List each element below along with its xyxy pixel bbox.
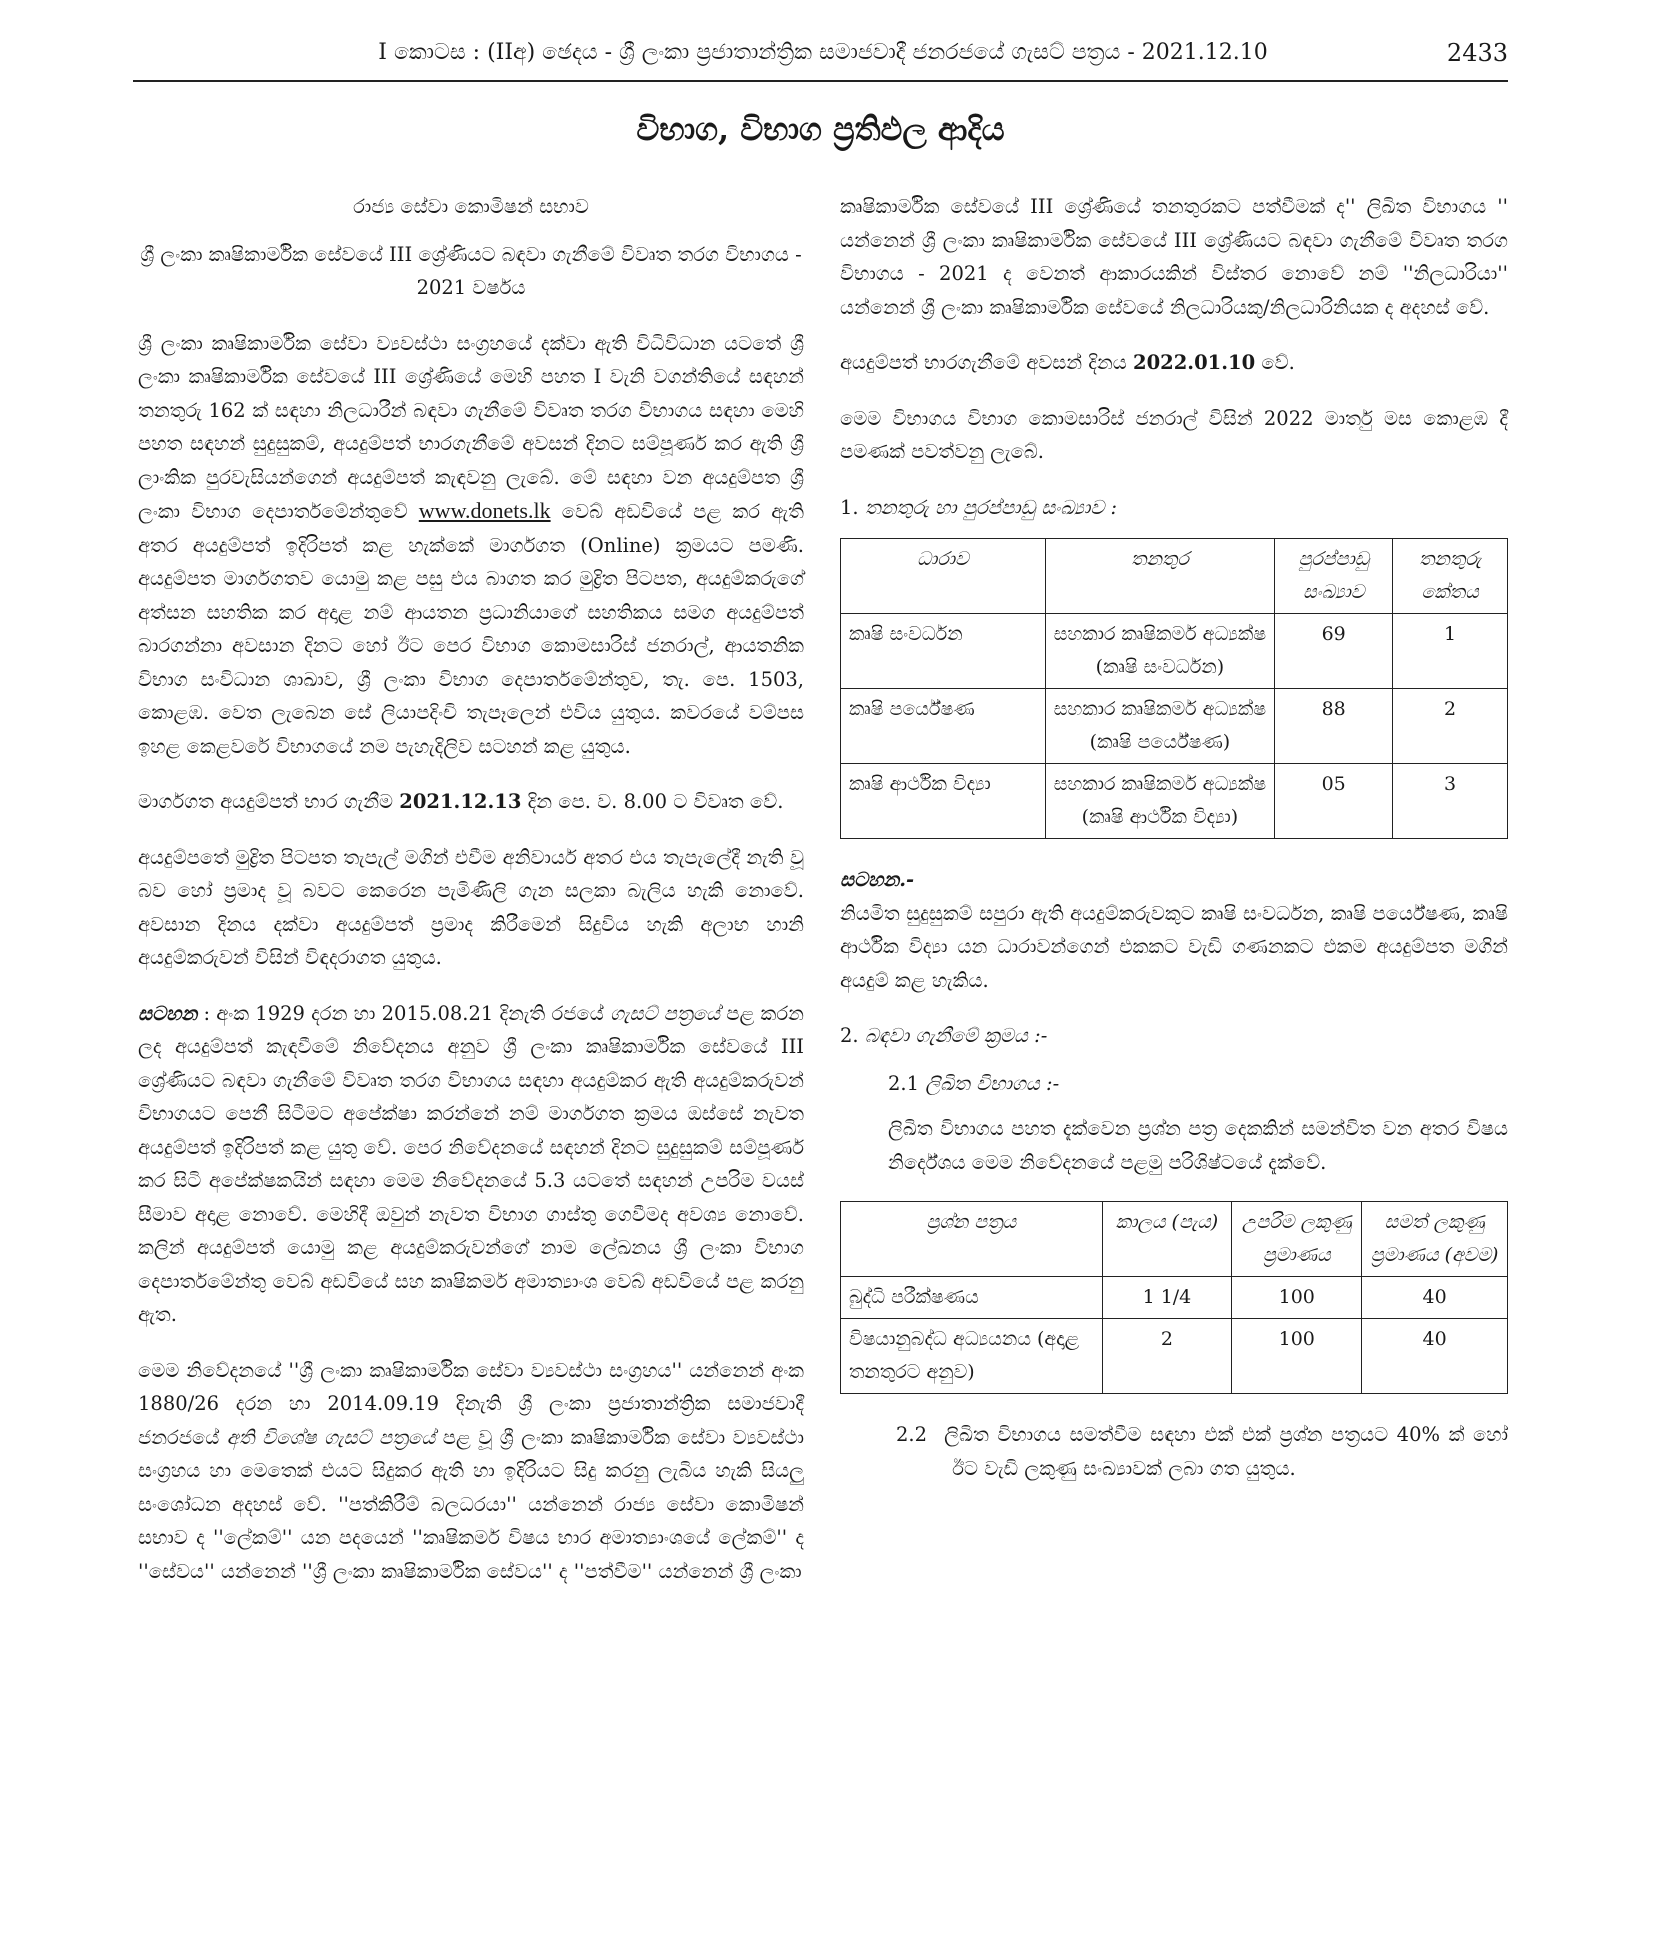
item-label: ලිඛිත විභාගය :-	[925, 1071, 1060, 1095]
table-cell: විෂයානුබද්ධ අධ්‍යයනය (අදාළ තනතුරට අනුව)	[841, 1319, 1103, 1394]
organization-name: රාජ්‍ය සේවා කොමිෂන් සභාව	[353, 195, 589, 218]
written-exam-text: ලිඛිත විභාගය පහත දැක්වෙන ප්‍රශ්න පත්‍ර දෙකකින් සමන්විත වන අතර විෂය නිර්දේශය මෙම නිවේදනයේ පළමු පරිශිෂ්ටයේ දැක්වේ.	[888, 1117, 1508, 1174]
opening-date: 2021.12.13	[399, 790, 522, 813]
table-header-cell: සමත් ලකුණු ප්‍රමාණය (අවම)	[1362, 1202, 1508, 1277]
table-header-cell: පුරප්පාඩු සංඛ්‍යාව	[1275, 539, 1393, 614]
paragraph-definitions	[138, 1354, 804, 1589]
paragraph-note	[138, 997, 804, 1332]
table-row	[841, 1277, 1508, 1319]
table-cell: කෘෂි ආර්ථික විද්‍යා	[841, 764, 1046, 839]
table-cell: 2	[1102, 1319, 1232, 1394]
item-2-heading	[840, 1019, 1508, 1053]
left-column	[138, 190, 804, 1610]
table-cell: 88	[1275, 689, 1393, 764]
table-cell: කෘෂි සංවර්ධන	[841, 614, 1046, 689]
paragraph-text: දින පෙ. ව. 8.00 ට විවෘත වේ.	[527, 790, 784, 813]
table-cell: 1	[1393, 614, 1508, 689]
table-cell: සහකාර කෘෂිකර්ම අධ්‍යක්ෂ (කෘෂි ආර්ථික විද්‍යා)	[1045, 764, 1275, 839]
table-header-cell: තනතුරු කේතය	[1393, 539, 1508, 614]
item-label: බඳවා ගැනීමේ ක්‍රමය :-	[864, 1024, 1048, 1047]
table-row	[841, 1319, 1508, 1394]
item-1-heading	[840, 491, 1508, 525]
item-number: 2.1	[888, 1071, 920, 1095]
table-row	[841, 764, 1508, 839]
paragraph-text: පළ කරන ලද අයදුම්පත් කැඳවීමේ නිවේදනය අනුව ශ්‍රී ලංකා කෘෂිකාර්මික සේවයේ III ශ්‍රේණියට බඳවා ගැනීමේ විවෘත තරග විභාගය සඳහා අයදුම්කර ඇති අයදුම්කරුවන් විභාගයට පෙනී සිටීමට අපේක්ෂා කරන්නේ නම් මාර්ගගත ක්‍රමය ඔස්සේ නැවත අයදුම්පත් ඉදිරිපත් කළ යුතු වේ. පෙර නිවේදනයේ සඳහන් දිනට සුදුසුකම් සම්පූර්ණ කර සිටි අපේක්ෂකයින් සඳහා මෙම නිවේදනයේ 5.3 යටතේ සඳහන් උපරිම වයස් සීමාව අදාළ නොවේ. මෙහිදී ඔවුන් නැවත විභාග ගාස්තු ගෙවීමද අවශ්‍ය නොවේ. කලින් අයදුම්පත් යොමු කළ අයදුම්කරුවන්ගේ නාම ලේඛනය ශ්‍රී ලංකා විභාග දෙපාර්තමේන්තු වෙබ් අඩවියේ සහ කෘෂිකර්ම අමාත්‍යාංශ වෙබ් අඩවියේ පළ කරනු ඇත.	[138, 1001, 805, 1326]
table-cell: 40	[1362, 1319, 1508, 1394]
paragraph-text: : අංක 1929 දරන හා 2015.08.21 දිනැති රජයේ	[203, 1001, 604, 1025]
paragraph-text: මෙම නිවේදනයේ ''ශ්‍රී ලංකා කෘෂිකාර්මික සේවා ව්‍යවස්ථා සංග්‍රහය'' යන්නෙන් අංක 1880/26 දරන හා 2014.09.19 දිනැති ශ්‍රී ලංකා ප්‍රජාතාන්ත්‍රික සමාජවාදී ජනරජයේ	[138, 1358, 804, 1449]
paragraph-text: පළ වූ ශ්‍රී ලංකා කෘෂිකාර්මික සේවා ව්‍යවස්ථා සංග්‍රහය හා මෙතෙක් එයට සිදුකර ඇති හා ඉදිරියට සිදු කරනු ලැබිය හැකි සියලු සංශෝධන අදහස් වේ. ''පත්කිරීම් බලධරයා'' යන්නෙන් රාජ්‍ය සේවා කොමිෂන් සභාව ද ''ලේකම්'' යන පදයෙන් ''කෘෂිකර්ම විෂය භාර අමාත්‍යාංශයේ ලේකම්'' ද ''සේවය'' යන්නෙන් ''ශ්‍රී ලංකා කෘෂිකාර්මික සේවය'' ද ''පත්වීම'' යන්නෙන් ශ්‍රී ලංකා	[138, 1425, 804, 1583]
table-cell: 69	[1275, 614, 1393, 689]
table-cell: 1 1/4	[1102, 1277, 1232, 1319]
closing-date: 2022.01.10	[1133, 351, 1256, 374]
gazette-italic: අති විශේෂ ගැසට් පත්‍රයේ	[226, 1425, 436, 1449]
website-link[interactable]: www.donets.lk	[418, 498, 551, 523]
table-cell: කෘෂි පර්යේෂණ	[841, 689, 1046, 764]
right-column	[840, 190, 1508, 1507]
gazette-italic: ගැසට් පත්‍රයේ	[610, 1001, 721, 1025]
paragraph-exam-venue: මෙම විභාගය විභාග කොමසාරිස් ජනරාල් විසින් 2022 මාර්තු මස කොළඹ දී පමණක් පවත්වනු ලැබේ.	[840, 406, 1508, 463]
table-row	[841, 689, 1508, 764]
item-text: ලිඛිත විභාගය සමත්වීම සඳහා එක් එක් ප්‍රශ්න පත්‍රයට 40% ක් හෝ ඊට වැඩි ලකුණු සංඛ්‍යාවක් ලබා ගත යුතුය.	[944, 1423, 1508, 1480]
table-header-cell: ප්‍රශ්න පත්‍රය	[841, 1202, 1103, 1277]
item-number: 1.	[840, 495, 859, 519]
table-cell: සහකාර කෘෂිකර්ම අධ්‍යක්ෂ (කෘෂි සංවර්ධන)	[1045, 614, 1275, 689]
paragraph-online-open	[138, 785, 804, 819]
table-cell: 05	[1275, 764, 1393, 839]
paragraph-text: වේ.	[1261, 351, 1295, 374]
page-header	[133, 30, 1508, 82]
vacancies-table	[840, 538, 1508, 839]
item-2-1-heading	[888, 1067, 1508, 1101]
table-cell: බුද්ධි පරීක්ෂණය	[841, 1277, 1103, 1319]
note-label: සටහන.-	[840, 868, 915, 891]
table-header-cell: උපරිම ලකුණු ප්‍රමාණය	[1232, 1202, 1362, 1277]
item-number: 2.	[840, 1024, 859, 1047]
header-title: I කොටස : (IIඅ) ඡෙදය - ශ්‍රී ලංකා ප්‍රජාතාන්ත්‍රික සමාජවාදී ජනරජයේ ගැසට් පත්‍රය - 2021.12.10	[378, 40, 1268, 65]
table-cell: 2	[1393, 689, 1508, 764]
paragraph-text: අයදුම්පත් භාරගැනීමේ අවසන් දිනය	[840, 351, 1127, 374]
notice-title: ශ්‍රී ලංකා කෘෂිකාර්මික සේවයේ III ශ්‍රේණියට බඳවා ගැනීමේ විවෘත තරග විභාගය - 2021 වර්ෂය	[140, 242, 802, 299]
paragraph-definitions-continued: කෘෂිකාර්මික සේවයේ III ශ්‍රේණියේ තනතුරකට පත්වීමක් ද'' ලිඛිත විභාගය '' යන්නෙන් ශ්‍රී ලංකා කෘෂිකාර්මික සේවයේ III ශ්‍රේණියට බඳවා ගැනීමේ විවෘත තරග විභාගය - 2021 ද වෙනත් ආකාරයකින් විස්තර නොවේ නම් ''නිලධාරියා'' යන්නෙන් ශ්‍රී ලංකා කෘෂිකාර්මික සේවයේ නිලධාරියකු/නිලධාරිනියක ද අදහස් වේ.	[840, 195, 1508, 319]
item-number: 2.2	[896, 1423, 928, 1446]
table-header-row	[841, 1202, 1508, 1277]
section-title: විභාග, විභාග ප්‍රතිඵල ආදිය	[636, 110, 1005, 148]
paragraph-text: ශ්‍රී ලංකා කෘෂිකාර්මික සේවා ව්‍යවස්ථා සංග්‍රහයේ දක්වා ඇති විධිවිධාන යටතේ ශ්‍රී ලංකා කෘෂිකාර්මික සේවයේ III ශ්‍රේණියේ මෙහි පහත I වැනි වගන්තියේ සඳහන් තනතුරු 162 ක් සඳහා නිලධාරීන් බඳවා ගැනීමේ විවෘත තරග විභාගය සඳහා මෙහි පහත සඳහන් සුදුසුකම්, අයදුම්පත් භාරගැනීමේ අවසන් දිනට සම්පූර්ණ කර ඇති ශ්‍රී ලාංකික පුරවැසියන්ගෙන් අයදුම්පත් කැඳවනු ලැබේ. මේ සඳහා වන අයදුම්පත ශ්‍රී ලංකා විභාග දෙපාර්තමේන්තුවේ	[138, 331, 804, 523]
paragraph-text: මාර්ගගත අයදුම්පත් භාර ගැනීම	[138, 790, 394, 813]
table-header-cell: තනතුර	[1045, 539, 1275, 614]
item-label: තනතුරු හා පුරප්පාඩු සංඛ්‍යාව :	[864, 495, 1118, 519]
paragraph-application-call	[138, 327, 804, 764]
table-cell: 3	[1393, 764, 1508, 839]
item-2-2	[896, 1418, 1508, 1485]
table-cell: 100	[1232, 1277, 1362, 1319]
note-label: සටහන	[138, 1001, 198, 1025]
table-cell: 100	[1232, 1319, 1362, 1394]
table-header-row	[841, 539, 1508, 614]
table-cell: 40	[1362, 1277, 1508, 1319]
table-header-cell: කාලය (පැය)	[1102, 1202, 1232, 1277]
paragraph-text: වෙබ් අඩවියේ පළ කර ඇති අතර අයදුම්පත් ඉදිරිපත් කළ හැක්කේ මාර්ගගත (Online) ක්‍රමයට පමණි. අයදුම්පත මාර්ගගතව යොමු කළ පසු එය බාගත කර මුද්‍රිත පිටපත, අයදුම්කරුගේ අත්සන සහතික කර අදාළ නම් ආයතන ප්‍රධානියාගේ සහතිකය සමග අයදුම්පත් බාරගන්නා අවසාන දිනට හෝ ඊට පෙර විභාග කොමසාරිස් ජනරාල්, ආයතනික විභාග සංවිධාන ශාඛාව, ශ්‍රී ලංකා විභාග දෙපාර්තමේන්තුව, තැ. පෙ. 1503, කොළඹ. වෙත ලැබෙන සේ ලියාපදිංචි තැපෑලෙන් එවිය යුතුය. කවරයේ වම්පස ඉහළ කෙළවරේ විභාගයේ නම පැහැදිලිව සටහන් කළ යුතුය.	[138, 500, 804, 758]
note-text: නියමිත සුදුසුකම් සපුරා ඇති අයදුම්කරුවකුට කෘෂි සංවර්ධන, කෘෂි පර්යේෂණ, කෘෂි ආර්ථික විද්‍යා යන ධාරාවන්ගෙන් එකකට වැඩි ගණනකට එකම අයදුම්පත මගින් අයදුම් කළ හැකිය.	[840, 901, 1508, 992]
paragraph-closing-date	[840, 346, 1508, 380]
table-row	[841, 614, 1508, 689]
table-cell: සහකාර කෘෂිකර්ම අධ්‍යක්ෂ (කෘෂි පර්යේෂණ)	[1045, 689, 1275, 764]
paragraph-postal-copy: අයදුම්පතේ මුද්‍රිත පිටපත තැපැල් මගින් එවීම අනිවාර්ය අතර එය තැපැලේදී නැති වූ බව හෝ ප්‍රමාද වූ බවට කෙරෙන පැමිණිලි ගැන සලකා බැලිය හැකි නොවේ. අවසාන දිනය දක්වා අයදුම්පත් ප්‍රමාද කිරීමෙන් සිදුවිය හැකි අලාභ හානි අයදුම්කරුවන් විසින් විඳදරාගත යුතුය.	[138, 845, 804, 969]
table-header-cell: ධාරාව	[841, 539, 1046, 614]
page-number: 2433	[1446, 39, 1508, 67]
papers-table	[840, 1201, 1508, 1394]
